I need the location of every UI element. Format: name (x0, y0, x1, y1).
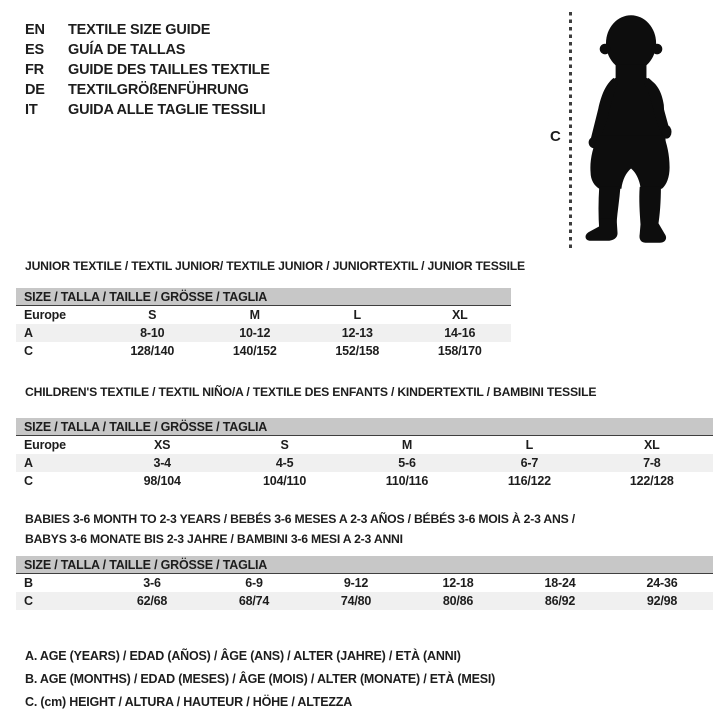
language-title: GUIDE DES TAILLES TEXTILE (68, 62, 270, 78)
height-cell: 116/122 (507, 474, 551, 488)
height-cell: 92/98 (646, 594, 678, 608)
size-cell: S (148, 308, 157, 322)
row-label: Europe (24, 308, 66, 322)
months-cell: 18-24 (544, 576, 576, 590)
table-header-bar: SIZE / TALLA / TAILLE / GRÖSSE / TAGLIA (16, 556, 713, 574)
row-label: Europe (24, 438, 66, 452)
height-cell: 158/170 (437, 344, 482, 358)
size-cell: XS (154, 438, 171, 452)
months-cell: 6-9 (245, 576, 263, 590)
age-cell: 12-13 (341, 326, 373, 340)
babies-title-line1: BABIES 3-6 MONTH TO 2-3 YEARS / BEBÉS 3-6 MESES A 2-3 AÑOS / BÉBÉS 3-6 MOIS À 2-3 ANS / (25, 512, 575, 526)
junior-size-table (16, 288, 511, 360)
height-marker-label: C (550, 128, 561, 145)
babies-title-line2: BABYS 3-6 MONATE BIS 2-3 JAHRE / BAMBINI 3-6 MESI A 2-3 ANNI (25, 532, 403, 546)
children-size-table (16, 418, 713, 490)
language-row-it (25, 100, 270, 120)
legend-notes (25, 645, 495, 714)
language-title: GUÍA DE TALLAS (68, 42, 186, 58)
language-row-de (25, 80, 270, 100)
height-cell: 74/80 (340, 594, 372, 608)
language-code: ES (25, 42, 44, 58)
legend-note-c: C. (cm) HEIGHT / ALTURA / HAUTEUR / HÖHE / ALTEZZA (25, 695, 353, 709)
size-cell: XL (451, 308, 468, 322)
age-cell: 10-12 (239, 326, 271, 340)
language-title-list (25, 20, 270, 120)
language-code: EN (25, 22, 45, 38)
height-cell: 68/74 (238, 594, 270, 608)
height-cell: 98/104 (143, 474, 181, 488)
row-label: C (24, 344, 33, 358)
height-cell: 80/86 (442, 594, 474, 608)
language-row-es (25, 40, 270, 60)
table-row-months (16, 574, 713, 592)
age-cell: 6-7 (520, 456, 539, 470)
size-cell: L (525, 438, 534, 452)
junior-section-title: JUNIOR TEXTILE / TEXTIL JUNIOR/ TEXTILE JUNIOR / JUNIORTEXTIL / JUNIOR TESSILE (25, 259, 525, 273)
table-row-europe (16, 306, 511, 324)
height-dotted-line (569, 12, 572, 250)
age-cell: 4-5 (275, 456, 294, 470)
toddler-silhouette-icon (579, 7, 685, 251)
size-cell: M (249, 308, 260, 322)
legend-note-a: A. AGE (YEARS) / EDAD (AÑOS) / ÂGE (ANS) / ALTER (JAHRE) / ETÀ (ANNI) (25, 649, 461, 663)
table-row-height (16, 472, 713, 490)
children-section-title: CHILDREN'S TEXTILE / TEXTIL NIÑO/A / TEXTILE DES ENFANTS / KINDERTEXTIL / BAMBINI TESSILE (25, 385, 597, 399)
height-cell: 140/152 (232, 344, 277, 358)
row-label: B (24, 576, 33, 590)
row-label: A (24, 456, 33, 470)
months-cell: 9-12 (343, 576, 369, 590)
age-cell: 3-4 (153, 456, 171, 470)
language-code: IT (25, 102, 38, 118)
language-row-fr (25, 60, 270, 80)
size-cell: M (401, 438, 413, 452)
height-cell: 152/158 (335, 344, 380, 358)
height-cell: 122/128 (629, 474, 674, 488)
height-cell: 86/92 (544, 594, 576, 608)
height-cell: 104/110 (263, 474, 307, 488)
age-cell: 5-6 (398, 456, 416, 470)
table-row-europe (16, 436, 713, 454)
language-title: TEXTILGRÖßENFÜHRUNG (68, 82, 249, 98)
months-cell: 3-6 (143, 576, 161, 590)
months-cell: 12-18 (442, 576, 474, 590)
months-cell: 24-36 (646, 576, 678, 590)
height-cell: 62/68 (136, 594, 168, 608)
language-code: DE (25, 82, 45, 98)
legend-note-b: B. AGE (MONTHS) / EDAD (MESES) / ÂGE (MOIS) / ALTER (MONATE) / ETÀ (MESI) (25, 672, 496, 686)
table-row-height (16, 592, 713, 610)
row-label: C (24, 474, 33, 488)
language-row-en (25, 20, 270, 40)
babies-section-title (25, 509, 575, 549)
age-cell: 14-16 (444, 326, 476, 340)
table-row-age (16, 324, 511, 342)
row-label: A (24, 326, 33, 340)
table-row-height (16, 342, 511, 360)
table-row-age (16, 454, 713, 472)
size-cell: L (353, 308, 361, 322)
age-cell: 8-10 (140, 326, 165, 340)
size-cell: S (280, 438, 289, 452)
height-cell: 110/116 (385, 474, 429, 488)
size-cell: XL (644, 438, 660, 452)
language-title: GUIDA ALLE TAGLIE TESSILI (68, 102, 266, 118)
table-header-bar: SIZE / TALLA / TAILLE / GRÖSSE / TAGLIA (16, 418, 713, 436)
babies-size-table (16, 556, 713, 610)
language-code: FR (25, 62, 44, 78)
language-title: TEXTILE SIZE GUIDE (68, 22, 211, 38)
age-cell: 7-8 (643, 456, 661, 470)
table-header-bar: SIZE / TALLA / TAILLE / GRÖSSE / TAGLIA (16, 288, 511, 306)
height-cell: 128/140 (130, 344, 175, 358)
row-label: C (24, 594, 33, 608)
